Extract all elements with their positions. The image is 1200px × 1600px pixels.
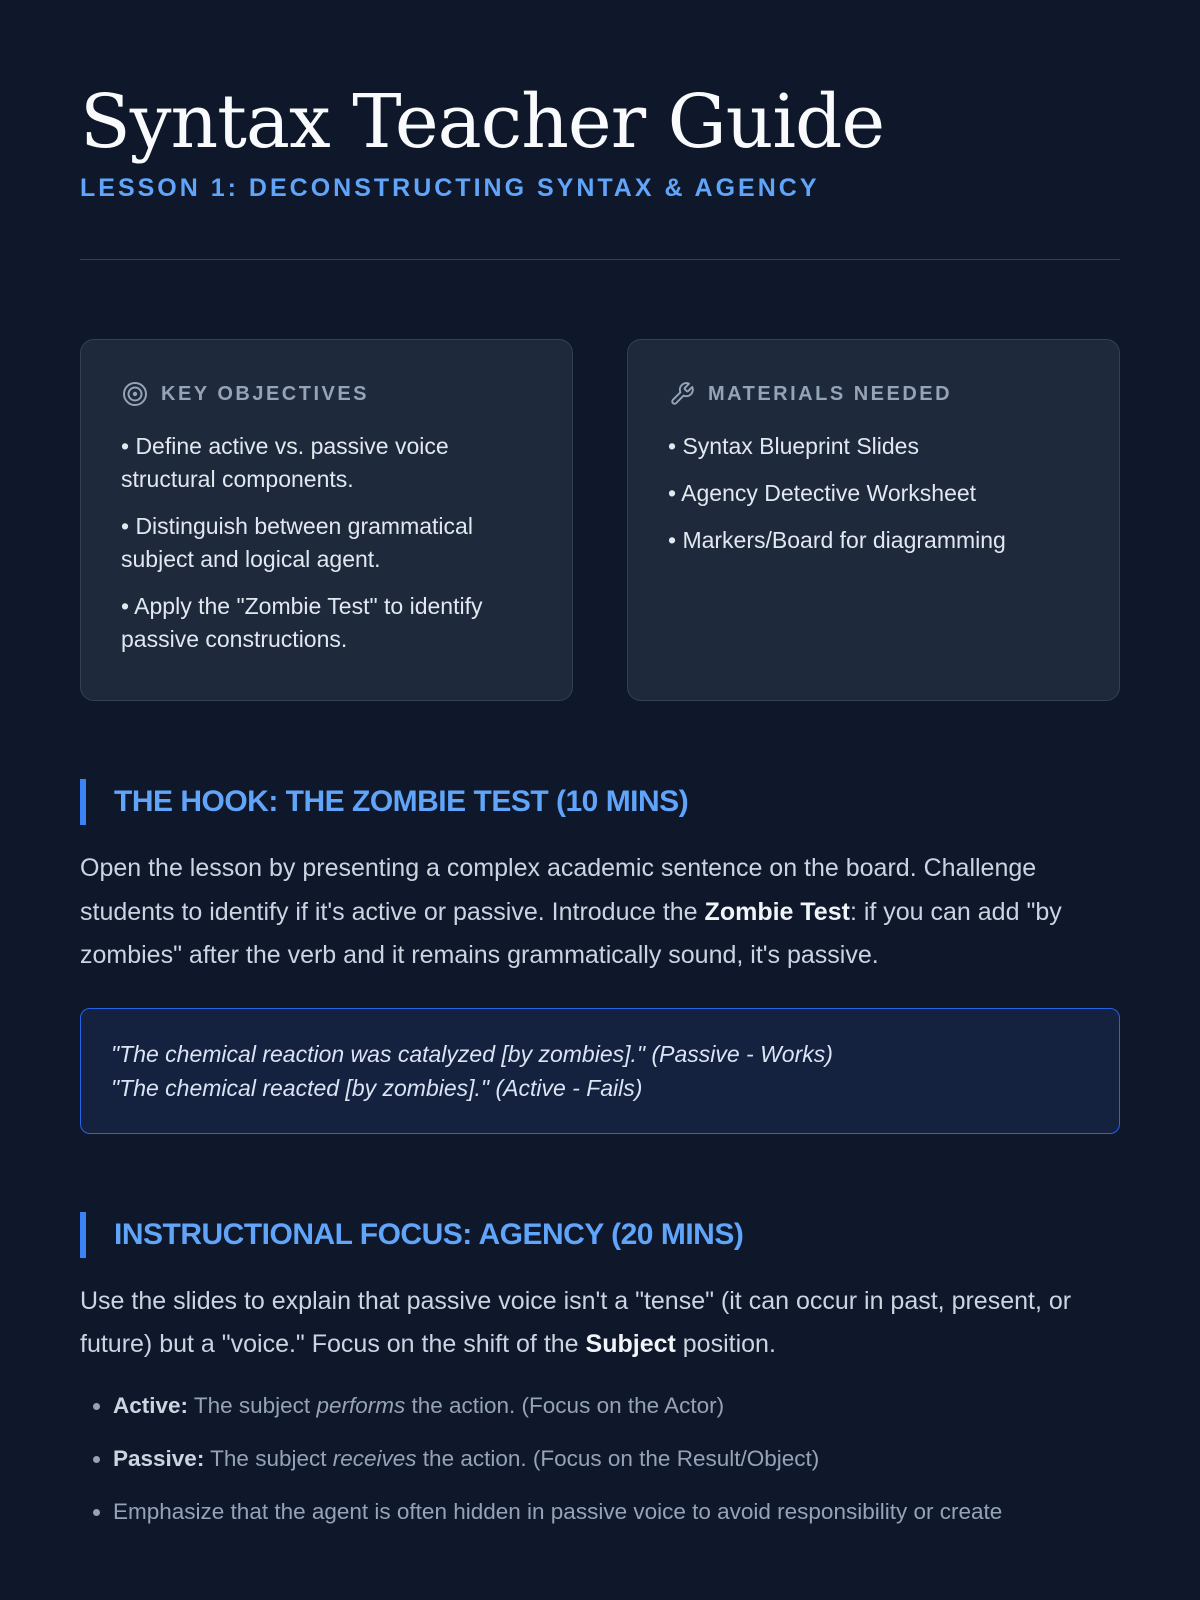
focus-heading: INSTRUCTIONAL FOCUS: AGENCY (20 MINS) (80, 1212, 1120, 1258)
example-passive: "The chemical reaction was catalyzed [by zombies]." (Passive - Works) (111, 1040, 833, 1067)
subject-term: Subject (585, 1330, 676, 1358)
bullet-emphasis: performs (316, 1392, 406, 1418)
focus-paragraph (80, 1280, 1120, 1367)
objectives-header (121, 380, 532, 408)
list-item (113, 1495, 1087, 1528)
list-item (113, 1389, 1087, 1422)
objective-item: • Apply the "Zombie Test" to identify passive constructions. (121, 593, 483, 652)
materials-card (627, 339, 1120, 701)
materials-list (668, 430, 1079, 557)
hook-heading: THE HOOK: THE ZOMBIE TEST (10 MINS) (80, 779, 1120, 825)
bullet-label: Active: (113, 1392, 189, 1418)
materials-heading: MATERIALS NEEDED (708, 382, 953, 405)
materials-header (668, 380, 1079, 408)
example-active: "The chemical reacted [by zombies]." (Active - Fails) (111, 1074, 643, 1101)
bullet-text: the action. (Focus on the Actor) (405, 1392, 725, 1418)
bullet-text: Emphasize that the agent is often hidden in passive voice to avoid responsibility or create (113, 1498, 1003, 1524)
focus-text: Use the slides to explain that passive voice isn't a "tense" (it can occur in past, present, or future) but a "voice." Focus on the shift of the (80, 1286, 1072, 1358)
list-item (113, 1442, 1087, 1475)
focus-bullets (80, 1389, 1087, 1528)
bullet-label: Passive: (113, 1445, 205, 1471)
hook-section (80, 779, 1120, 1134)
material-item: • Syntax Blueprint Slides (668, 433, 919, 459)
bullet-text: The subject (204, 1445, 333, 1471)
target-icon (121, 380, 149, 408)
page-title: Syntax Teacher Guide (80, 79, 885, 165)
focus-text: position. (675, 1330, 776, 1358)
material-item: • Markers/Board for diagramming (668, 527, 1006, 553)
hook-text: Open the lesson by presenting a complex academic sentence on the board. Challenge students to identify if it's active or passive. Introduce the (80, 854, 1037, 926)
objectives-card (80, 339, 573, 701)
material-item: • Agency Detective Worksheet (668, 480, 977, 506)
objective-item: • Distinguish between grammatical subject and logical agent. (121, 513, 473, 572)
info-cards (80, 339, 1120, 701)
focus-section (80, 1212, 1120, 1528)
zombie-test-term: Zombie Test (704, 897, 850, 926)
hook-text: : if you can add "by zombies" after the verb and it remains grammatically sound, it's passive. (80, 897, 1062, 969)
example-callout (80, 1008, 1120, 1134)
wrench-icon (668, 380, 696, 408)
objective-item: • Define active vs. passive voice structural components. (121, 433, 449, 492)
objectives-list (121, 430, 532, 656)
bullet-text: the action. (Focus on the Result/Object) (416, 1445, 820, 1471)
objectives-heading: KEY OBJECTIVES (161, 382, 370, 405)
lesson-subtitle: LESSON 1: DECONSTRUCTING SYNTAX & AGENCY (80, 174, 820, 202)
header-divider (80, 259, 1120, 260)
bullet-text: The subject (188, 1392, 317, 1418)
bullet-emphasis: receives (332, 1445, 417, 1471)
hook-paragraph (80, 847, 1120, 978)
